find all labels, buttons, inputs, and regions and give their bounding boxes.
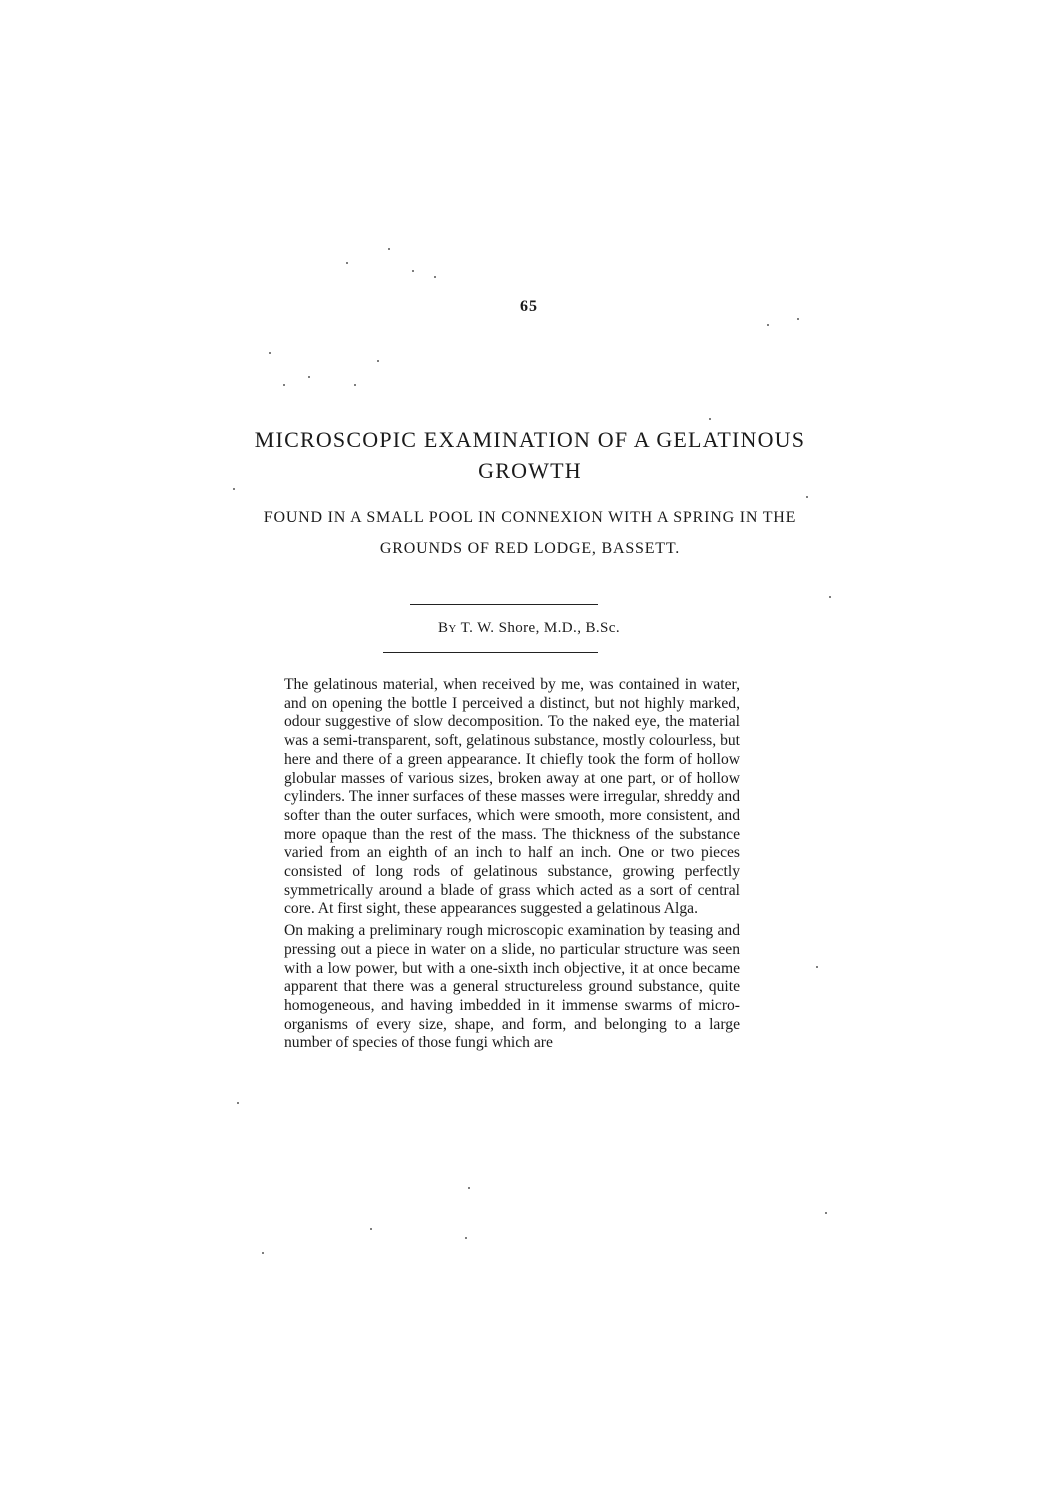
scan-speck — [412, 270, 414, 272]
scan-speck — [434, 276, 436, 278]
scan-speck — [806, 496, 808, 498]
article-subtitle: FOUND IN A SMALL POOL IN CONNEXION WITH A SPRING IN THE GROUNDS OF RED LODGE, BASSETT. — [263, 509, 797, 557]
paragraph: On making a preliminary rough microscopic examination by teasing and pressing out a piece in water on a slide, no particular structure was seen with a low power, but with a one-sixth inch objective, it at once became apparent that there was a general structureless ground substance, quite homogeneous, and having imbedded in it immense swarms of micro-organisms of every size, shape, and form, and belonging to a large number of species of those fungi which are — [284, 922, 740, 1052]
divider-rule-bottom — [383, 652, 598, 653]
scan-speck — [377, 360, 379, 362]
paragraph: The gelatinous material, when received by me, was contained in water, and on opening the bottle I perceived a distinct, but not highly marked, odour suggestive of slow decomposition. To the naked eye, the material was a semi-transparent, soft, gelatinous substance, mostly colourless, but here and there of a green appearance. It chiefly took the form of hollow globular masses of various sizes, broken away at one part, or of hollow cylinders. The inner surfaces of these masses were irregular, shreddy and softer than the outer surfaces, which were smooth, more consistent, and more opaque than the rest of the mass. The thickness of the substance varied from an eighth of an inch to half an inch. One or two pieces consisted of long rods of gelatinous substance, growing perfectly symmetrically around a blade of grass which acted as a sort of central core. At first sight, these appearances suggested a gelatinous Alga. — [284, 676, 740, 918]
scan-speck — [767, 324, 769, 326]
scan-speck — [468, 1187, 470, 1189]
scan-speck — [262, 1252, 264, 1254]
scan-speck — [308, 376, 310, 378]
byline-prefix: By — [438, 620, 457, 636]
scan-speck — [233, 488, 235, 490]
scan-speck — [283, 384, 285, 386]
scan-speck — [797, 318, 799, 320]
byline-degrees: M.D., B.Sc. — [543, 620, 620, 636]
page-number: 65 — [520, 298, 538, 315]
article-title: MICROSCOPIC EXAMINATION OF A GELATINOUS GROWTH — [254, 427, 806, 483]
scan-speck — [269, 352, 271, 354]
scan-speck — [370, 1228, 372, 1230]
article-body — [284, 676, 740, 1053]
byline-author: T. W. Shore — [460, 620, 536, 636]
scan-speck — [825, 1212, 827, 1214]
scan-speck — [465, 1237, 467, 1239]
scan-speck — [709, 418, 711, 420]
scan-speck — [346, 262, 348, 264]
scan-speck — [388, 248, 390, 250]
divider-rule-top — [410, 604, 598, 605]
scan-speck — [237, 1102, 239, 1104]
scan-speck — [354, 384, 356, 386]
scan-speck — [816, 966, 818, 968]
byline: By T. W. Shore, M.D., B.Sc. — [438, 620, 620, 636]
scan-speck — [829, 596, 831, 598]
